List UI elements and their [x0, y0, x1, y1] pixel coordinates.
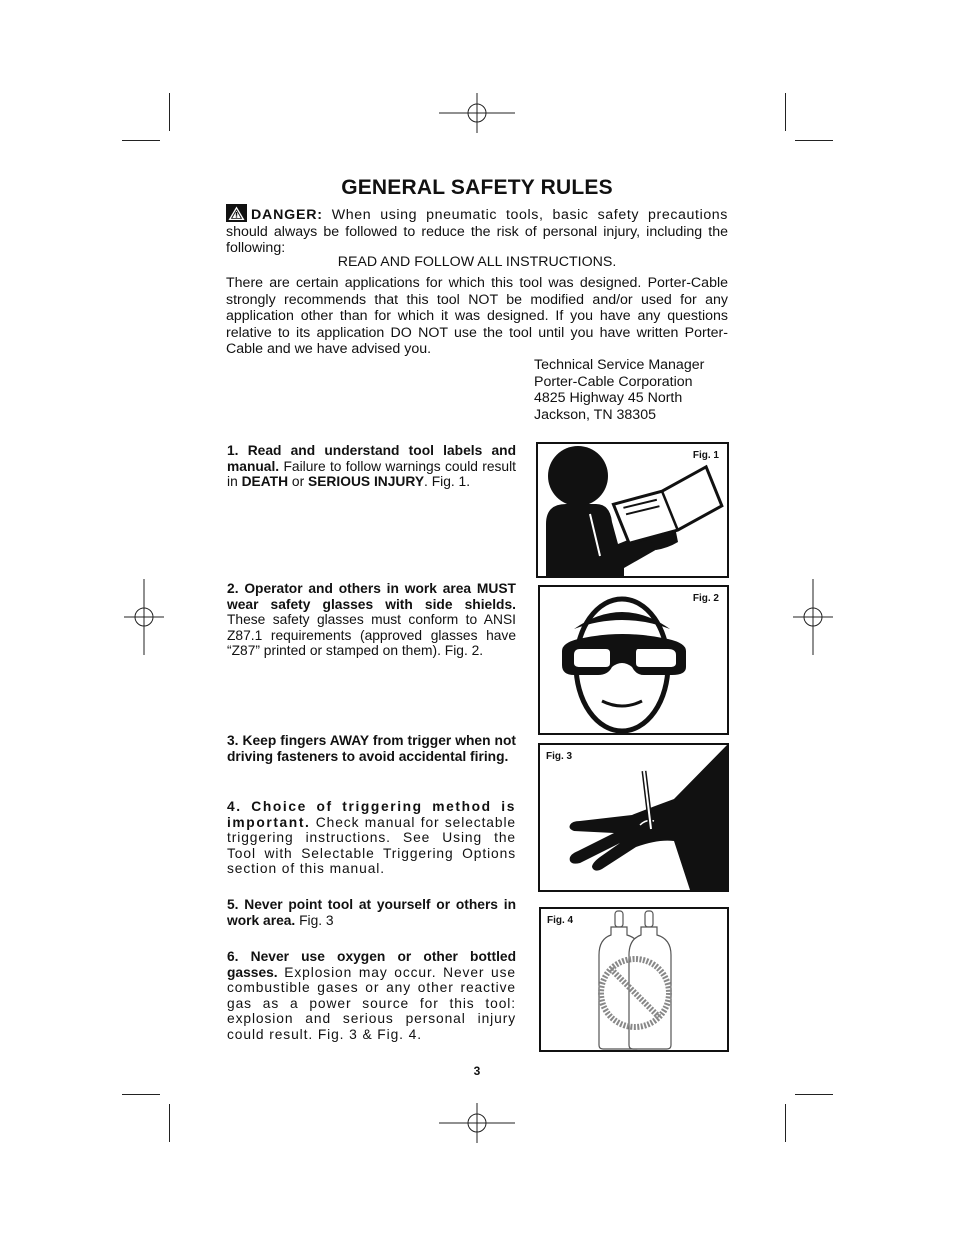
crop-mark [795, 1094, 833, 1095]
prohibited-gas-bottles-icon [541, 909, 727, 1050]
address-line: Porter-Cable Corporation [534, 373, 693, 390]
safety-rule-5 [227, 897, 516, 928]
crop-mark [785, 1104, 786, 1142]
danger-text: should always be followed to reduce the risk of personal injury, including the following: [226, 223, 728, 256]
rule-text: These safety glasses must conform to ANSI Z87.1 requirements (approved glasses have “Z87” printed or stamped on them). Fig. 2. [227, 612, 516, 659]
safety-rule-4 [227, 799, 516, 877]
safety-glasses-face-icon [540, 587, 727, 733]
address-line: 4825 Highway 45 North [534, 390, 683, 406]
danger-label: DANGER: [251, 207, 323, 223]
address-line: Technical Service Manager [534, 357, 705, 373]
safety-rule-3 [227, 733, 516, 764]
crop-mark [795, 140, 833, 141]
rule-heading: 1. Read and understand tool labels and manual. [227, 443, 516, 474]
figure-4 [539, 907, 729, 1052]
rule-heading: 6. Never use oxygen or other bottled gasses. [227, 949, 516, 980]
warning-triangle-icon [226, 204, 247, 222]
crop-mark [169, 1104, 170, 1142]
safety-rule-2 [227, 581, 516, 659]
rule-text: Fig. 3 [295, 912, 334, 928]
service-address [534, 357, 734, 423]
rule-heading: 5. Never point tool at yourself or others in work area. [227, 897, 516, 928]
rule-emphasis: SERIOUS INJURY [308, 474, 425, 490]
danger-intro [226, 204, 728, 257]
rule-number: 2 [227, 581, 235, 596]
crop-mark [169, 93, 170, 131]
figure-label: Fig. 3 [546, 751, 573, 762]
address-line: Jackson, TN 38305 [534, 406, 656, 423]
person-reading-manual-icon [538, 444, 727, 576]
figure-1 [536, 442, 729, 578]
rule-heading: 3. Keep fingers AWAY from trigger when not driving fasteners to avoid accidental firing. [227, 733, 516, 764]
read-follow-instructions: READ AND FOLLOW ALL INSTRUCTIONS. [337, 254, 617, 270]
figure-2 [538, 585, 729, 735]
danger-text: When using pneumatic tools, basic safety precautions [322, 207, 728, 223]
page-number: 3 [473, 1064, 481, 1078]
rule-text: Failure to follow warnings could result in [227, 458, 516, 490]
registration-mark-icon [124, 579, 164, 655]
figure-label: Fig. 2 [692, 593, 719, 604]
figure-label: Fig. 1 [692, 450, 719, 461]
rule-text: . Fig. 1. [424, 474, 471, 490]
applications-paragraph: There are certain applications for which this tool was designed. Porter-Cable strongly recommends that this tool NOT be modified and/or used for any application other than for which it was designed. If you have any questions relative to its application DO NOT use the tool until you have written Porter-Cable and we have advised you. [226, 275, 728, 357]
figure-3 [538, 743, 729, 892]
rule-emphasis: DEATH [241, 474, 289, 490]
rule-text: Check manual for selectable triggering instructions. See Using the Tool with Selectable Triggering Options section of this manual. [227, 814, 516, 877]
registration-mark-icon [439, 1103, 515, 1143]
registration-mark-icon [793, 579, 833, 655]
rule-text: Explosion may occur. Never use combustible gases or any other reactive gas as a power source for this tool: explosion and serious personal injury could result. Fig. 3 & Fig. 4. [227, 964, 516, 1042]
rule-heading: . Operator and others in work area MUST wear safety glasses with side shields. [227, 581, 516, 612]
registration-mark-icon [439, 93, 515, 133]
rule-text: or [288, 474, 309, 490]
crop-mark [122, 1094, 160, 1095]
safety-rule-6 [227, 949, 516, 1043]
nail-in-hand-icon [540, 745, 727, 890]
crop-mark [785, 93, 786, 131]
safety-rule-1 [227, 443, 516, 490]
rule-heading: 4. Choice of triggering method is important. [227, 799, 516, 830]
crop-mark [122, 140, 160, 141]
page-title: GENERAL SAFETY RULES [341, 176, 613, 199]
figure-label: Fig. 4 [547, 915, 574, 926]
